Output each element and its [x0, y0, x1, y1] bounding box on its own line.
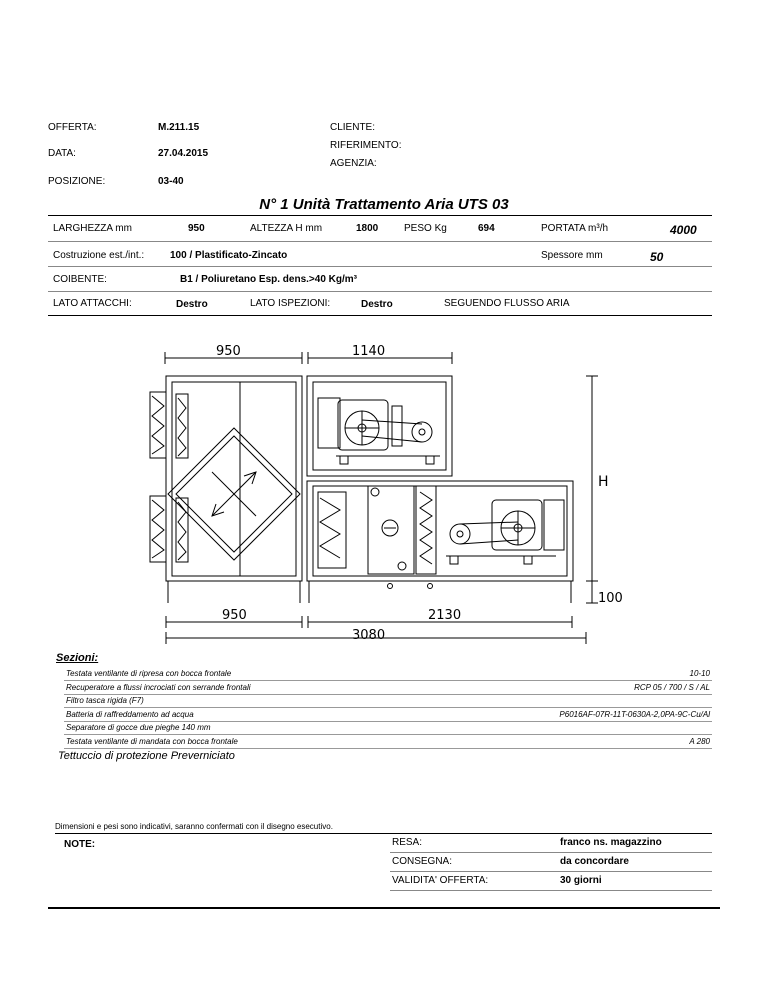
peso-value: 694	[478, 223, 495, 234]
altezza-value: 1800	[356, 223, 379, 234]
sezione-row	[64, 667, 712, 681]
sezione-label: Batteria di raffreddamento ad acqua	[66, 709, 194, 719]
consegna-label: CONSEGNA:	[392, 856, 453, 867]
cliente-label: CLIENTE:	[330, 122, 376, 133]
spessore-label: Spessore mm	[541, 250, 603, 261]
costruzione-value: 100 / Plastificato-Zincato	[170, 250, 288, 261]
dim-bottom-left: 950	[222, 608, 247, 623]
sezione-label: Filtro tasca rigida (F7)	[66, 696, 144, 705]
larghezza-value: 950	[188, 223, 205, 234]
dim-top-right: 1140	[352, 344, 386, 359]
coibente-value: B1 / Poliuretano Esp. dens.>40 Kg/m³	[180, 274, 357, 285]
divider	[390, 852, 712, 853]
posizione-label: POSIZIONE:	[48, 176, 106, 187]
unit-technical-drawing	[0, 340, 768, 650]
sezione-label: Testata ventilante di mandata con bocca frontale	[66, 736, 238, 746]
dim-top-left: 950	[216, 344, 241, 359]
sezione-row	[64, 735, 712, 749]
sezione-value: RCP 05 / 700 / S / AL	[634, 682, 710, 692]
posizione-value: 03-40	[158, 176, 184, 187]
dim-top	[165, 352, 452, 364]
sezione-row	[64, 694, 712, 708]
sezione-label: Recuperatore a flussi incrociati con serrande frontali	[66, 682, 251, 692]
divider	[48, 315, 712, 316]
dim-bottom-right: 2130	[428, 608, 462, 623]
spessore-value: 50	[650, 250, 664, 264]
divider	[48, 291, 712, 292]
sezione-value: P6016AF-07R-11T-0630A-2,0PA-9C-Cu/Al	[559, 709, 710, 719]
sezioni-heading: Sezioni:	[56, 652, 99, 664]
sezione-row	[64, 708, 712, 722]
altezza-label: ALTEZZA H mm	[250, 223, 323, 234]
costruzione-label: Costruzione est./int.:	[53, 250, 145, 261]
divider	[390, 871, 712, 872]
dim-base: 100	[598, 591, 623, 606]
sezione-value: A 280	[689, 736, 710, 746]
sezione-row	[64, 681, 712, 695]
bottom-rule	[48, 907, 720, 909]
dim-total: 3080	[352, 628, 386, 643]
sezione-label: Separatore di gocce due pieghe 140 mm	[66, 723, 211, 732]
resa-value: franco ns. magazzino	[560, 837, 662, 848]
flusso-label: SEGUENDO FLUSSO ARIA	[444, 298, 570, 309]
data-label: DATA:	[48, 148, 76, 159]
lato-attacchi-label: LATO ATTACCHI:	[53, 298, 132, 309]
offerta-value: M.211.15	[158, 122, 200, 133]
mandata-module	[307, 481, 573, 603]
sezione-row	[64, 721, 712, 735]
sezioni-extra: Tettuccio di protezione Preverniciato	[58, 750, 235, 762]
divider	[48, 215, 712, 216]
lato-ispezioni-value: Destro	[361, 299, 393, 310]
larghezza-label: LARGHEZZA mm	[53, 223, 132, 234]
sezione-label: Testata ventilante di ripresa con bocca frontale	[66, 669, 232, 678]
lato-ispezioni-label: LATO ISPEZIONI:	[250, 298, 331, 309]
dim-h-label: H	[598, 474, 609, 490]
data-value: 27.04.2015	[158, 148, 209, 159]
resa-label: RESA:	[392, 837, 423, 848]
peso-label: PESO Kg	[404, 223, 447, 234]
validita-label: VALIDITA' OFFERTA:	[392, 875, 489, 886]
divider	[55, 833, 712, 834]
offerta-label: OFFERTA:	[48, 122, 97, 133]
ripresa-fan-module	[307, 376, 452, 476]
portata-label: PORTATA m³/h	[541, 223, 609, 234]
portata-value: 4000	[670, 223, 697, 237]
divider	[390, 890, 712, 891]
coibente-label: COIBENTE:	[53, 274, 107, 285]
riferimento-label: RIFERIMENTO:	[330, 140, 402, 151]
divider	[48, 266, 712, 267]
note-label: NOTE:	[64, 839, 96, 850]
document-title: N° 1 Unità Trattamento Aria UTS 03	[259, 196, 509, 213]
consegna-value: da concordare	[560, 856, 629, 867]
agenzia-label: AGENZIA:	[330, 158, 377, 169]
sezione-value: 10-10	[689, 669, 710, 678]
lato-attacchi-value: Destro	[176, 299, 208, 310]
divider	[48, 241, 712, 242]
dim-height	[586, 376, 598, 603]
disclaimer: Dimensioni e pesi sono indicativi, saranno confermati con il disegno esecutivo.	[55, 822, 333, 831]
validita-value: 30 giorni	[560, 875, 602, 886]
recuperatore-module	[150, 376, 302, 603]
